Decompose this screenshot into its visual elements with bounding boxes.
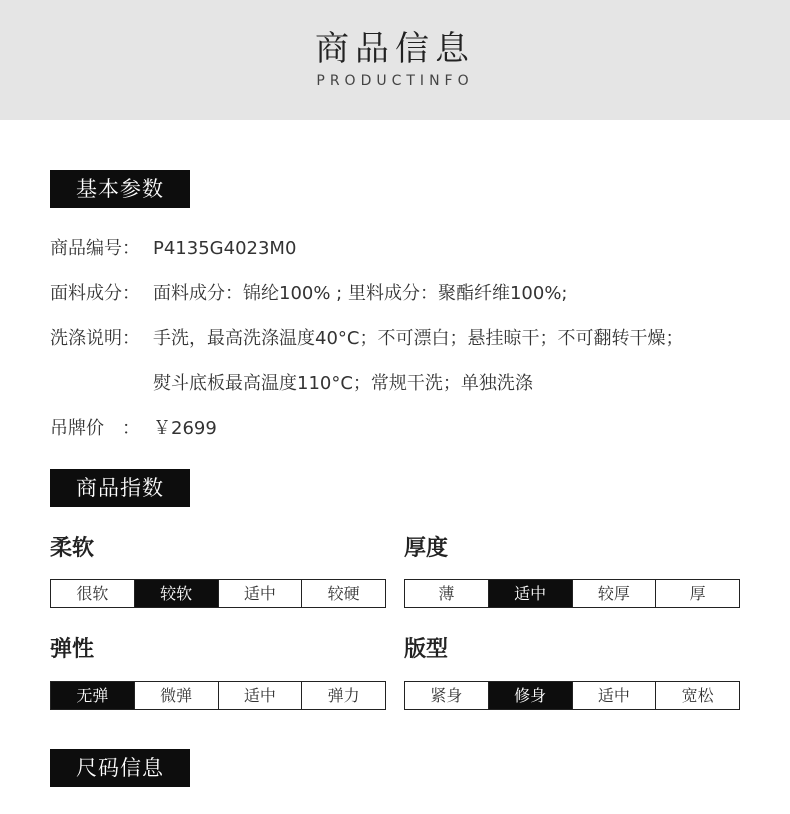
index-scale-thickness	[404, 579, 740, 608]
page-header	[0, 0, 790, 120]
index-label-thickness: 厚度	[404, 536, 449, 561]
index-scale-elasticity	[50, 681, 386, 710]
param-value: 面料成分：锦纶100% ; 里料成分：聚酯纤维100%;	[153, 283, 568, 304]
index-label-softness: 柔软	[50, 536, 95, 561]
scale-option: 适中	[488, 580, 572, 607]
param-label: 吊牌价 ：	[50, 418, 140, 439]
param-label: 面料成分：	[50, 283, 140, 304]
param-value: 手洗，最高洗涤温度40°C；不可漂白；悬挂晾干；不可翻转干燥；	[153, 328, 684, 349]
scale-option: 适中	[572, 682, 656, 709]
scale-option: 较软	[134, 580, 218, 607]
header-subtitle: PRODUCTINFO	[316, 73, 474, 89]
scale-option: 宽松	[655, 682, 739, 709]
param-label: 洗涤说明：	[50, 328, 140, 349]
index-scale-softness	[50, 579, 386, 608]
scale-option: 修身	[488, 682, 572, 709]
section-tag-index: 商品指数	[50, 469, 190, 507]
scale-option: 厚	[655, 580, 739, 607]
scale-option: 微弹	[134, 682, 218, 709]
scale-option: 适中	[218, 580, 302, 607]
index-label-fit: 版型	[404, 637, 449, 662]
scale-option: 薄	[438, 584, 455, 603]
scale-option: 较厚	[572, 580, 656, 607]
scale-option: 适中	[218, 682, 302, 709]
section-tag-basic: 基本参数	[50, 170, 190, 208]
scale-option: 很软	[76, 584, 109, 603]
index-scale-fit	[404, 681, 740, 710]
header-title: 商品信息	[315, 29, 475, 69]
scale-option: 弹力	[301, 682, 385, 709]
param-value: P4135G4023M0	[153, 238, 297, 259]
scale-option: 紧身	[430, 686, 463, 705]
param-label: 商品编号：	[50, 238, 140, 259]
param-value: 熨斗底板最高温度110°C；常规干洗；单独洗涤	[153, 373, 533, 394]
scale-option: 较硬	[301, 580, 385, 607]
param-value: ￥2699	[153, 418, 217, 439]
scale-option: 无弹	[51, 682, 134, 709]
index-label-elasticity: 弹性	[50, 637, 95, 662]
section-tag-size: 尺码信息	[50, 749, 190, 787]
